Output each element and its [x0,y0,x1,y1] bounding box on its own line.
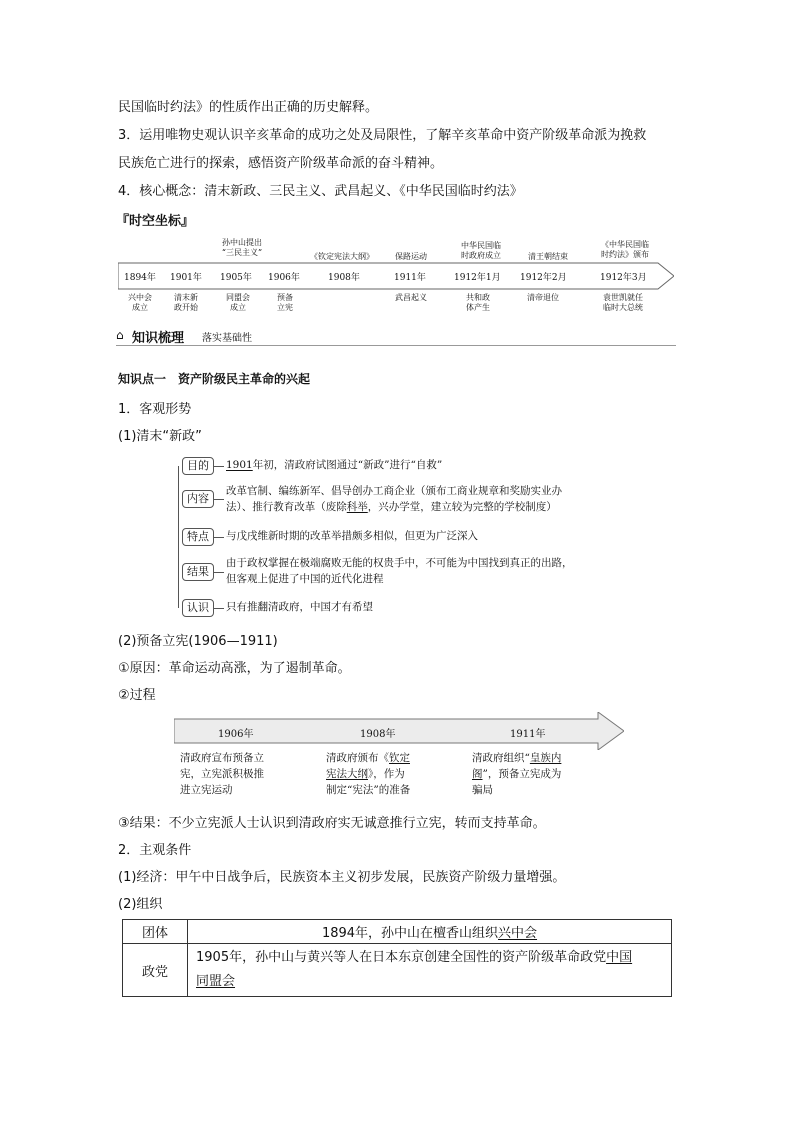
process-col-2 [326,750,410,798]
content-line-2 [226,499,562,515]
section-title: 『时空坐标』 [116,214,195,229]
timeline-event-above: 保路运动 [395,252,427,261]
intro-line-4: 4．核心概念：清末新政、三民主义、武昌起义、《中华民国临时约法》 [118,184,523,199]
timeline-event-above: 中华民国临 时政府成立 [461,241,501,260]
col2-l1a: 清政府颁布《 [326,752,389,764]
mindmap-label-content: 内容 [182,490,214,508]
content-2b: ，兴办学堂，建立较为完整的学校制度） [367,501,557,513]
timeline-year: 1908年 [328,273,360,283]
content-2-keyju: 科举 [346,501,368,513]
timeline-year: 1912年3月 [600,273,647,283]
row-value-party [188,944,672,997]
process-col-3 [472,750,561,798]
intro-line-3: 民族危亡进行的探索，感悟资产阶级革命派的奋斗精神。 [118,156,444,171]
mindmap-label-feature: 特点 [182,528,214,546]
col3-l1a: 清政府组织“ [472,752,530,764]
row2-ul2: 同盟会 [196,974,236,989]
timeline-event-below: 共和政 体产生 [466,293,490,312]
mindmap-connector [214,499,224,500]
row1-underlined: 兴中会 [498,926,538,941]
col3-l1u: 皇族内 [529,752,562,764]
col2-l2u: 宪法大纲 [326,768,368,780]
mindmap-connector [214,608,224,609]
row-label-party: 政党 [123,944,188,997]
mindmap-connector [214,572,224,573]
col1-line: 清政府宣布预备立 [180,752,264,764]
timeline-event-below: 同盟会 成立 [226,293,250,312]
s2-title: 2．主观条件 [118,843,192,858]
process-year: 1908年 [360,729,396,740]
result-line: ③结果：不少立宪派人士认识到清政府实无诚意推行立宪，转而支持革命。 [118,816,546,831]
col2-line [326,750,410,766]
knowledge-header-title: 知识梳理 [132,331,185,346]
timeline-year: 1911年 [394,273,426,283]
content-2a: 法）、推行教育改革（废除 [226,501,347,513]
mindmap-purpose [226,457,442,473]
timeline-year: 1901年 [170,273,202,283]
process-year: 1906年 [218,729,254,740]
mindmap-result [226,555,573,587]
timeline-year: 1906年 [268,273,300,283]
col3-line [472,766,561,782]
row-label-group: 团体 [123,920,188,944]
col1-line: 进立宪运动 [180,784,233,796]
table-row [123,944,672,997]
result-line-2: 但客观上促进了中国的近代化进程 [226,573,384,585]
s1b-title: (2)预备立宪(1906—1911) [118,634,278,649]
timeline-event-above: 清王朝结束 [528,252,568,261]
row2-text: 1905年，孙中山与黄兴等人在日本东京创建全国性的资产阶级革命政党 [196,950,607,965]
mindmap-label-recognition: 认识 [182,599,214,617]
col2-line: 制定“宪法”的准备 [326,784,411,796]
row2-ul1: 中国 [606,950,633,965]
timeline-event-below: 预备 立宪 [277,293,293,312]
mindmap-label-purpose: 目的 [182,457,214,475]
process-year: 1911年 [510,729,546,740]
kp1-title: 知识点一 资产阶级民主革命的兴起 [118,372,311,386]
knowledge-header [116,327,676,346]
timeline-event-above: 《中华民国临 时约法》颁布 [601,240,649,259]
mindmap-recognition: 只有推翻清政府，中国才有希望 [226,601,373,613]
s2-org: (2)组织 [118,897,163,912]
timeline-year: 1912年1月 [454,273,501,283]
row1-text: 1894年，孙中山在檀香山组织 [321,926,499,941]
mindmap-connector [214,466,224,467]
timeline-event-above: 《钦定宪法大纲》 [310,252,374,261]
col3-l2u: 阁 [472,768,483,780]
mindmap-connector [214,537,224,538]
timeline-event-above: 孙中山提出 “三民主义” [221,238,263,257]
col2-line [326,766,410,782]
col3-line [472,750,561,766]
row2-line1 [196,946,663,970]
timeline-year: 1912年2月 [520,273,567,283]
s1b-reason: ①原因：革命运动高涨，为了遏制革命。 [118,661,351,676]
timeline-event-below: 清帝退位 [527,293,559,302]
knowledge-header-subtitle: 落实基础性 [202,333,252,344]
result-line-1: 由于政权掌握在极端腐败无能的权贵手中，不可能为中国找到真正的出路， [226,557,573,569]
timeline-year: 1905年 [220,273,252,283]
timeline-year: 1894年 [124,273,156,283]
mindmap-content [226,483,562,515]
col3-line: 骗局 [472,784,493,796]
s1b-process: ②过程 [118,688,156,703]
col3-l2b: ”，预备立宪成为 [482,768,562,780]
intro-line-1: 民国临时约法》的性质作出正确的历史解释。 [118,100,379,115]
row2-line2 [196,970,663,994]
mindmap-bracket [178,466,179,608]
timeline-event-below: 武昌起义 [395,293,427,302]
kp1-s1a: (1)清末“新政” [118,429,202,444]
col2-l2b: 》，作为 [368,768,405,780]
timeline-event-below: 袁世凯就任 临时大总统 [603,293,643,312]
process-col-1 [180,750,264,798]
purpose-rest: 年初，清政府试图通过“新政”进行“自救” [252,459,443,471]
content-line-1: 改革官制、编练新军、倡导创办工商企业（颁布工商业规章和奖励实业办 [226,485,562,497]
row-value-group [188,920,672,944]
mindmap-label-result: 结果 [182,563,214,581]
timeline-event-below: 兴中会 成立 [128,293,152,312]
museum-icon: ⌂ [116,328,124,342]
table-row [123,920,672,944]
kp1-s1: 1．客观形势 [118,402,192,417]
s2-economy: (1)经济：甲午中日战争后，民族资本主义初步发展，民族资产阶级力量增强。 [118,870,566,885]
mindmap-feature: 与戊戌维新时期的改革举措颇多相似，但更为广泛深入 [226,530,478,542]
col1-line: 宪，立宪派积极推 [180,768,264,780]
col2-l1u: 钦定 [389,752,410,764]
org-table [122,919,672,997]
intro-line-2: 3．运用唯物史观认识辛亥革命的成功之处及局限性，了解辛亥革命中资产阶级革命派为挽救 [118,128,647,143]
purpose-year: 1901 [226,459,253,471]
timeline-event-below: 清末新 政开始 [174,293,198,312]
